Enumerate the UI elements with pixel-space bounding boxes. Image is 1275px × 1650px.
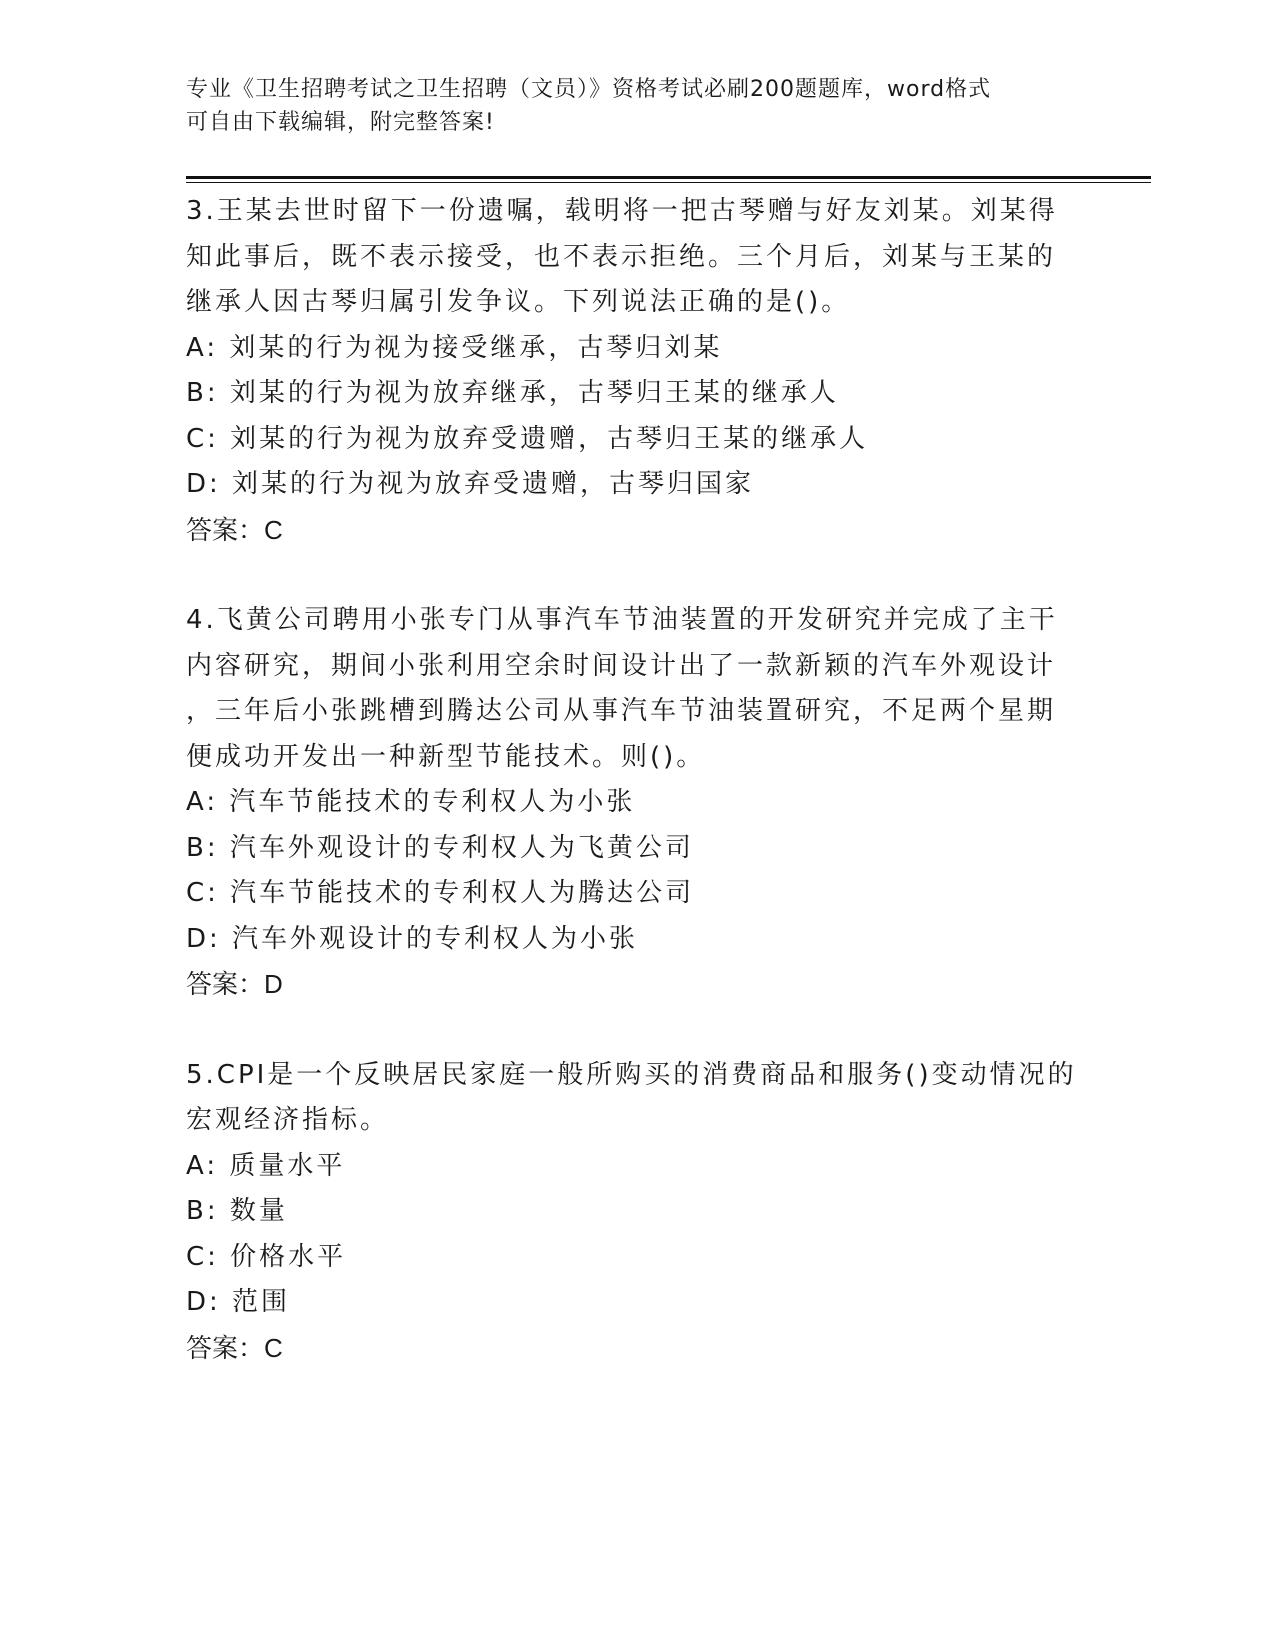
answer: 答案：C: [186, 1332, 283, 1363]
question-3: [186, 189, 1106, 553]
option-d: D: 范围: [186, 1287, 291, 1317]
option-c: C: 刘某的行为视为放弃受遗赠，古琴归王某的继承人: [186, 423, 869, 454]
option-d: D: 汽车外观设计的专利权人为小张: [186, 923, 639, 954]
question-text-line: 5.CPI是一个反映居民家庭一般所购买的消费商品和服务()变动情况的: [186, 1059, 1077, 1090]
answer: 答案：C: [186, 514, 283, 545]
answer: 答案：D: [186, 969, 283, 999]
question-text-line: 知此事后，既不表示接受，也不表示拒绝。三个月后，刘某与王某的: [186, 241, 1057, 272]
header-divider-thick: [186, 176, 1151, 179]
question-text-line: ，三年后小张跳槽到腾达公司从事汽车节油装置研究，不足两个星期: [186, 696, 1057, 726]
spacer: [186, 553, 1106, 598]
option-a: A: 刘某的行为视为接受继承，古琴归刘某: [186, 332, 723, 363]
spacer: [186, 1008, 1106, 1053]
question-list: [186, 189, 1106, 1371]
question-text-line: 宏观经济指标。: [186, 1105, 390, 1135]
option-c: C: 价格水平: [186, 1241, 347, 1272]
option-b: B: 汽车外观设计的专利权人为飞黄公司: [186, 832, 694, 863]
question-4: [186, 598, 1106, 1008]
question-text-line: 4.飞黄公司聘用小张专门从事汽车节油装置的开发研究并完成了主干: [186, 605, 1058, 635]
option-b: B: 刘某的行为视为放弃继承，古琴归王某的继承人: [186, 378, 839, 408]
option-a: A: 质量水平: [186, 1150, 346, 1181]
question-5: [186, 1053, 1106, 1372]
question-text-line: 3.王某去世时留下一份遗嘱，载明将一把古琴赠与好友刘某。刘某得: [186, 196, 1058, 226]
question-text-line: 内容研究，期间小张利用空余时间设计出了一款新颖的汽车外观设计: [186, 650, 1057, 681]
question-text-line: 继承人因古琴归属引发争议。下列说法正确的是()。: [186, 287, 851, 317]
header-line-1: 专业《卫生招聘考试之卫生招聘（文员）》资格考试必刷200题题库，word格式: [186, 77, 992, 102]
question-text-line: 便成功开发出一种新型节能技术。则()。: [186, 741, 706, 772]
document-header: [186, 73, 1086, 139]
option-b: B: 数量: [186, 1196, 288, 1226]
option-a: A: 汽车节能技术的专利权人为小张: [186, 787, 636, 817]
header-line-2: 可自由下载编辑，附完整答案!: [186, 110, 495, 135]
option-d: D: 刘某的行为视为放弃受遗赠，古琴归国家: [186, 469, 755, 499]
option-c: C: 汽车节能技术的专利权人为腾达公司: [186, 878, 695, 908]
header-divider-thin: [186, 182, 1151, 183]
